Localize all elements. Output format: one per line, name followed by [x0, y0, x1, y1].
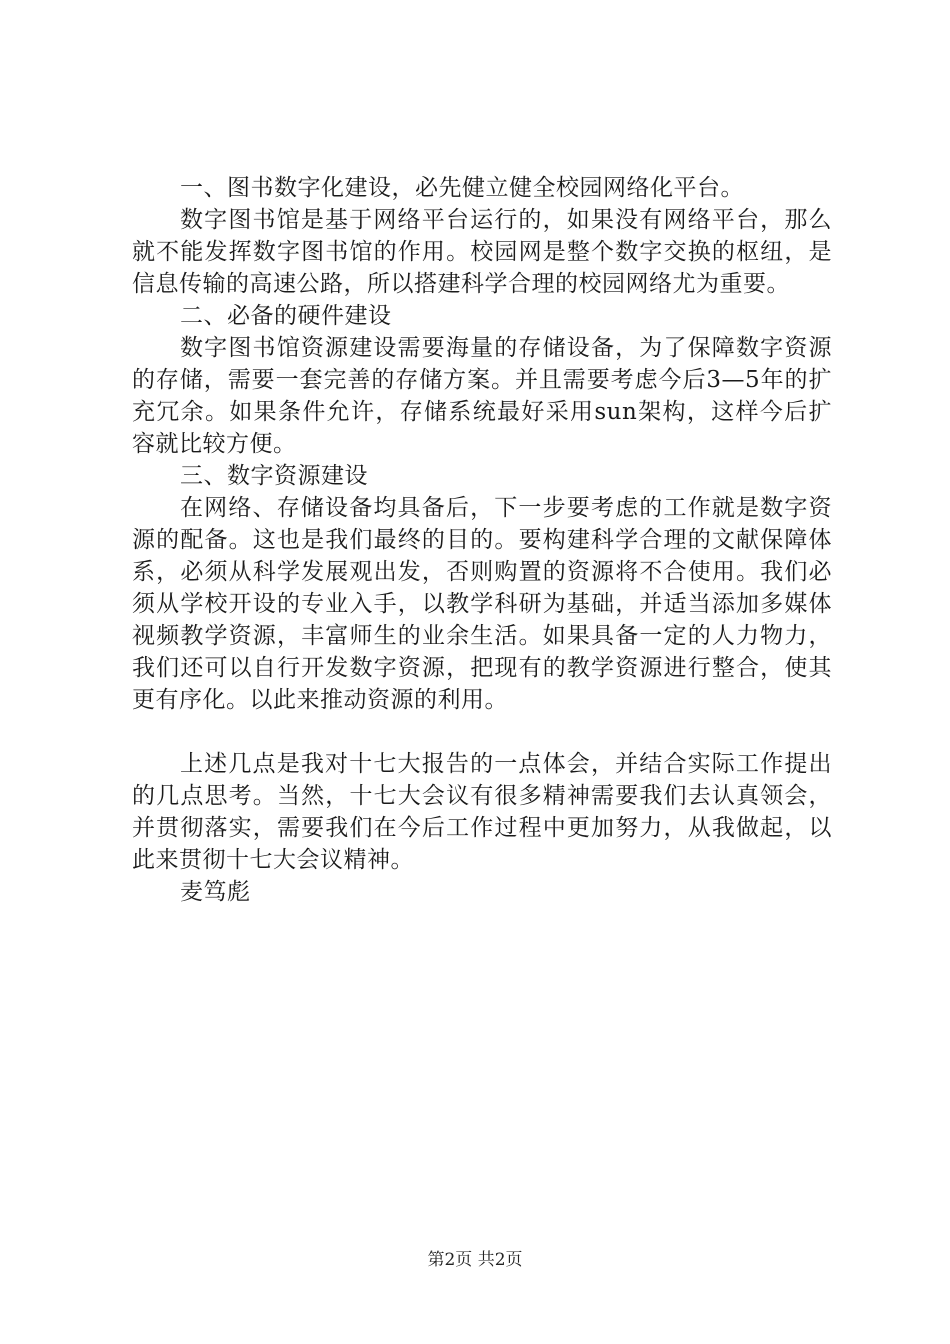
- page-footer: 第2页 共2页: [427, 1250, 523, 1270]
- paragraph-4: 上述几点是我对十七大报告的一点体会，并结合实际工作提出的几点思考。当然，十七大会议有很多精神需要我们去认真领会，并贯彻落实，需要我们在今后工作过程中更加努力，从我做起，以此来贯彻十七大会议精神。: [132, 751, 832, 873]
- section-heading-2: 二、必备的硬件建设: [180, 303, 392, 329]
- paragraph-1: 数字图书馆是基于网络平台运行的，如果没有网络平台，那么就不能发挥数字图书馆的作用。校园网是整个数字交换的枢纽，是信息传输的高速公路，所以搭建科学合理的校园网络尤为重要。: [132, 207, 832, 297]
- author-signature: 麦笃彪: [180, 879, 251, 905]
- paragraph-spacer: [132, 716, 832, 748]
- section-heading-3: 三、数字资源建设: [180, 463, 368, 489]
- section-heading-1: 一、图书数字化建设，必先健立健全校园网络化平台。: [180, 175, 744, 201]
- document-body: [132, 172, 832, 908]
- paragraph-2: 数字图书馆资源建设需要海量的存储设备，为了保障数字资源的存储，需要一套完善的存储方案。并且需要考虑今后3—5年的扩充冗余。如果条件允许，存储系统最好采用sun架构，这样今后扩容就比较方便。: [132, 335, 832, 457]
- paragraph-3: 在网络、存储设备均具备后，下一步要考虑的工作就是数字资源的配备。这也是我们最终的目的。要构建科学合理的文献保障体系，必须从科学发展观出发，否则购置的资源将不合使用。我们必须从学校开设的专业入手，以教学科研为基础，并适当添加多媒体视频教学资源，丰富师生的业余生活。如果具备一定的人力物力，我们还可以自行开发数字资源，把现有的教学资源进行整合，使其更有序化。以此来推动资源的利用。: [132, 495, 832, 713]
